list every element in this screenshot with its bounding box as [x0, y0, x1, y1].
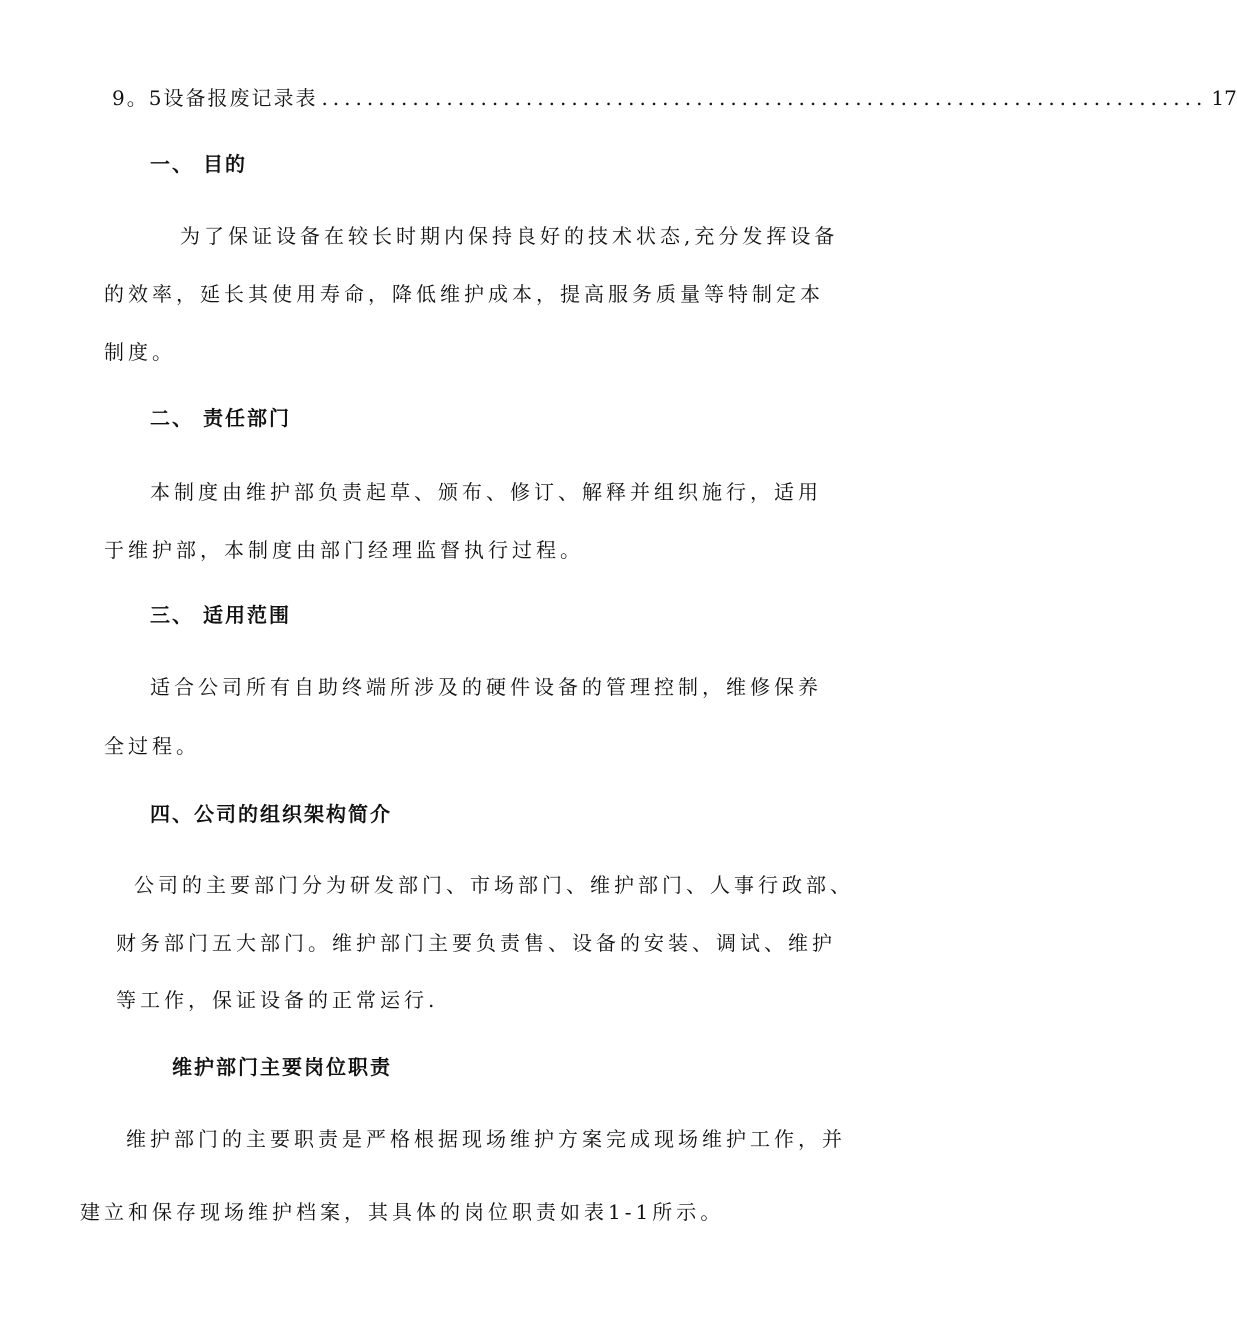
paragraph-line: 为了保证设备在较长时期内保持良好的技术状态,充分发挥设备 [180, 224, 839, 248]
subsection-heading-duties: 维护部门主要岗位职责 [172, 1055, 392, 1079]
paragraph-line: 建立和保存现场维护档案，其具体的岗位职责如表1-1所示。 [80, 1200, 725, 1224]
paragraph-line: 维护部门的主要职责是严格根据现场维护方案完成现场维护工作，并 [126, 1127, 846, 1151]
paragraph-line: 等工作，保证设备的正常运行. [116, 988, 439, 1012]
paragraph-line: 适合公司所有自助终端所涉及的硬件设备的管理控制，维修保养 [150, 675, 822, 699]
section-heading-responsibility: 二、 责任部门 [150, 406, 291, 430]
paragraph-line: 公司的主要部门分为研发部门、市场部门、维护部门、人事行政部、 [134, 873, 854, 897]
paragraph-line: 于维护部，本制度由部门经理监督执行过程。 [104, 538, 584, 562]
paragraph-line: 财务部门五大部门。维护部门主要负责售、设备的安装、调试、维护 [116, 931, 836, 955]
paragraph-line: 的效率，延长其使用寿命，降低维护成本，提高服务质量等特制定本 [104, 282, 824, 306]
paragraph-line: 全过程。 [104, 734, 200, 758]
toc-page-number: 17 [1211, 86, 1237, 110]
toc-entry-title: 9。5设备报废记录表 [112, 86, 318, 110]
toc-entry[interactable] [112, 84, 1237, 112]
paragraph-line: 本制度由维护部负责起草、颁布、修订、解释并组织施行，适用 [150, 480, 822, 504]
toc-dot-leader: .............................................................................. [321, 86, 1208, 110]
section-heading-org-structure: 四、公司的组织架构简介 [150, 802, 392, 826]
section-heading-purpose: 一、 目的 [150, 152, 247, 176]
paragraph-line: 制度。 [104, 340, 176, 364]
section-heading-scope: 三、 适用范围 [150, 603, 291, 627]
